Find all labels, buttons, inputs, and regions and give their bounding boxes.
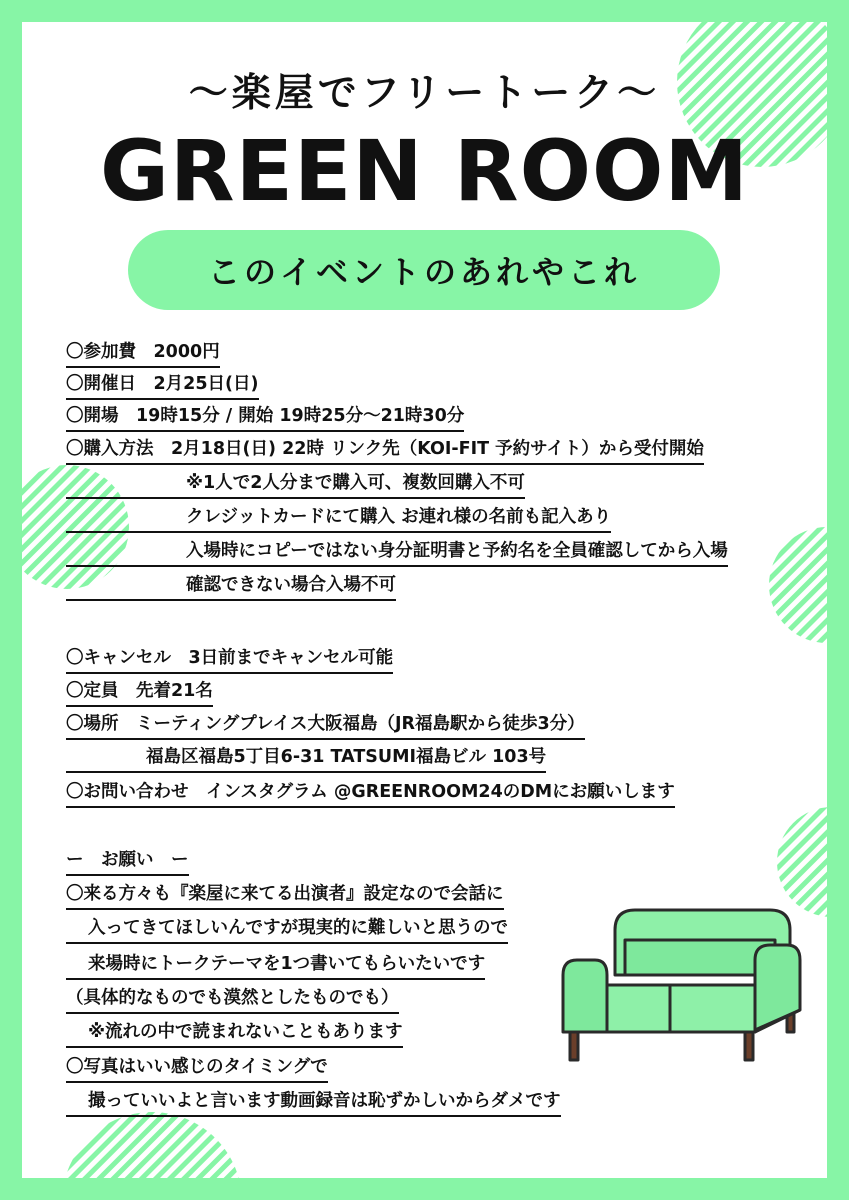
detail-purchase-note-2: クレジットカードにて購入 お連れ様の名前も記入あり	[66, 503, 611, 533]
event-title: GREEN ROOM	[99, 122, 750, 220]
sofa-illustration	[555, 900, 805, 1070]
request-line: 〇写真はいい感じのタイミングで	[66, 1053, 328, 1083]
detail-time: 〇開場 19時15分 / 開始 19時25分～21時30分	[66, 402, 464, 432]
request-line: 撮っていいよと言います動画録音は恥ずかしいからダメです	[66, 1087, 561, 1117]
request-line: 入ってきてほしいんですが現実的に難しいと思うので	[66, 914, 508, 944]
request-line: （具体的なものでも漠然としたものでも）	[66, 984, 399, 1014]
detail-address: 福島区福島5丁目6-31 TATSUMI福島ビル 103号	[66, 743, 546, 773]
detail-contact: 〇お問い合わせ インスタグラム @GREENROOM24のDMにお願いします	[66, 778, 675, 808]
detail-purchase-note-1: ※1人で2人分まで購入可、複数回購入不可	[66, 469, 525, 499]
section-heading-pill	[128, 230, 720, 310]
detail-purchase-method: 〇購入方法 2月18日(日) 22時 リンク先（KOI-FIT 予約サイト）から受付開始	[66, 435, 704, 465]
detail-venue: 〇場所 ミーティングプレイス大阪福島（JR福島駅から徒歩3分）	[66, 710, 585, 740]
request-line: ※流れの中で読まれないこともあります	[66, 1018, 403, 1048]
section-heading: このイベントのあれやこれ	[207, 253, 640, 291]
detail-fee: 〇参加費 2000円	[66, 338, 220, 368]
detail-capacity: 〇定員 先着21名	[66, 677, 213, 707]
stripe-circle-bottom-left	[62, 1112, 242, 1178]
stripe-circle-right	[769, 527, 827, 643]
detail-date: 〇開催日 2月25日(日)	[66, 370, 259, 400]
detail-purchase-note-3: 入場時にコピーではない身分証明書と予約名を全員確認してから入場	[66, 537, 728, 567]
request-line: 〇来る方々も『楽屋に来てる出演者』設定なので会話に	[66, 880, 504, 910]
detail-cancel: 〇キャンセル 3日前までキャンセル可能	[66, 644, 393, 674]
event-subtitle: ～楽屋でフリートーク～	[188, 71, 661, 116]
detail-purchase-note-4: 確認できない場合入場不可	[66, 571, 396, 601]
poster-sheet	[22, 22, 827, 1178]
request-line: 来場時にトークテーマを1つ書いてもらいたいです	[66, 950, 485, 980]
requests-heading: ー お願い ー	[66, 846, 189, 876]
